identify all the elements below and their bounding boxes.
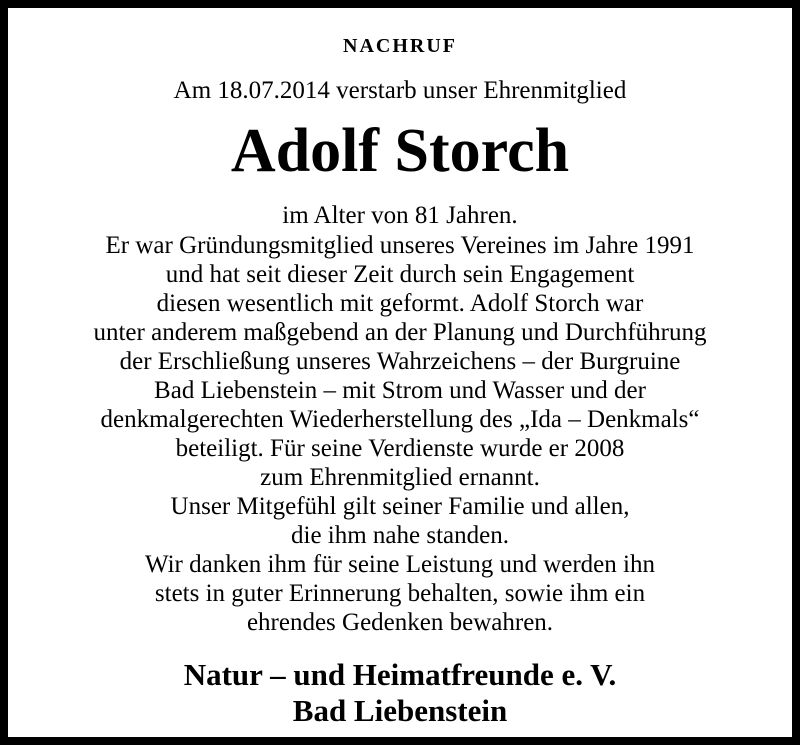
body-line: Bad Liebenstein – mit Strom und Wasser und der	[154, 377, 646, 404]
body-line: stets in guter Erinnerung behalten, sowie ihm ein	[154, 580, 646, 607]
body-line: Er war Gründungsmitglied unseres Vereines im Jahre 1991	[105, 232, 695, 259]
body-line: Unser Mitgefühl gilt seiner Familie und allen,	[170, 493, 630, 520]
obituary-notice	[8, 8, 792, 737]
body-line: unter anderem maßgebend an der Planung und Durchführung	[93, 319, 707, 346]
body-line: und hat seit dieser Zeit durch sein Engagement	[165, 261, 635, 288]
signature-block	[8, 657, 792, 729]
notice-heading: NACHRUF	[343, 35, 457, 57]
body-line: denkmalgerechten Wiederherstellung des „Ida – Denkmals“	[100, 406, 700, 433]
body-line: beteiligt. Für seine Verdienste wurde er 2008	[175, 435, 625, 462]
notice-body	[8, 231, 792, 637]
body-line: die ihm nahe standen.	[291, 522, 509, 549]
body-line: diesen wesentlich mit geformt. Adolf Storch war	[156, 290, 644, 317]
signature-location: Bad Liebenstein	[292, 693, 508, 728]
signature-organization: Natur – und Heimatfreunde e. V.	[183, 657, 617, 692]
body-line: ehrendes Gedenken bewahren.	[246, 609, 554, 636]
deceased-name: Adolf Storch	[230, 117, 570, 185]
body-line: zum Ehrenmitglied ernannt.	[260, 464, 540, 491]
deceased-age: im Alter von 81 Jahren.	[282, 202, 518, 229]
notice-intro: Am 18.07.2014 verstarb unser Ehrenmitglied	[173, 77, 627, 104]
body-line: Wir danken ihm für seine Leistung und werden ihn	[145, 551, 655, 578]
body-line: der Erschließung unseres Wahrzeichens – der Burgruine	[119, 348, 681, 375]
